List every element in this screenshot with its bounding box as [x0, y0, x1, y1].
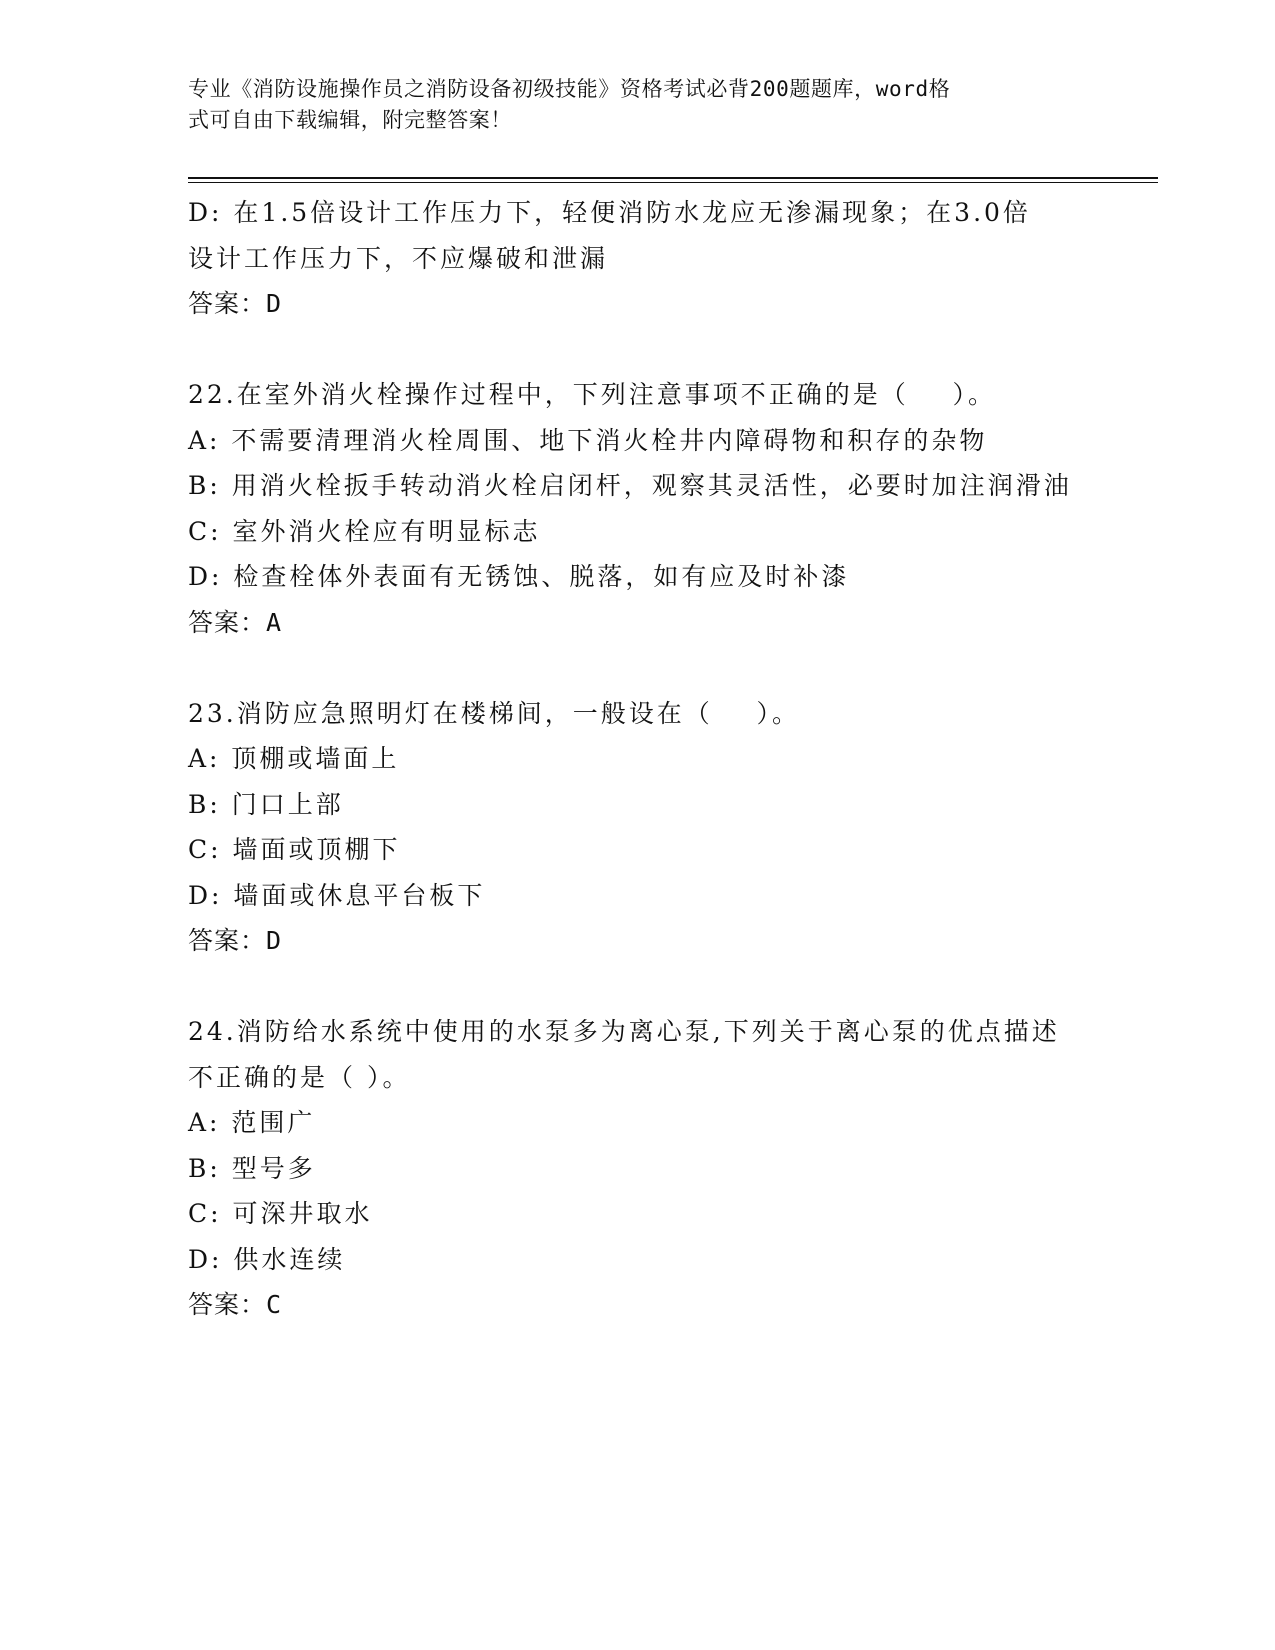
continued-question-21: [188, 190, 1088, 327]
question-22: [188, 372, 1088, 645]
header-rule-thin: [188, 182, 1158, 183]
option-b: B: 型号多: [188, 1153, 316, 1183]
option-c: C: 墙面或顶棚下: [188, 835, 401, 864]
option-b: B: 用消火栓扳手转动消火栓启闭杆，观察其灵活性，必要时加注润滑油: [188, 471, 1072, 500]
question-stem: 22.在室外消火栓操作过程中，下列注意事项不正确的是（ ）。: [188, 380, 997, 409]
answer-label: 答案：: [188, 1290, 267, 1319]
option-a: A: 顶棚或墙面上: [188, 744, 400, 773]
question-stem: 23.消防应急照明灯在楼梯间，一般设在（ ）。: [188, 698, 801, 728]
question-gap: [188, 645, 1088, 691]
answer-value: A: [266, 607, 283, 637]
answer-value: D: [266, 926, 283, 955]
question-gap: [188, 327, 1088, 373]
option-a: A: 不需要清理消火栓周围、地下消火栓井内障碍物和积存的杂物: [188, 425, 988, 455]
header-line-1: 专业《消防设施操作员之消防设备初级技能》资格考试必背200题题库，word格: [188, 77, 951, 101]
question-23: [188, 691, 1088, 964]
answer-line: [188, 1282, 1088, 1328]
option-d: D: 检查栓体外表面有无锈蚀、脱落，如有应及时补漆: [188, 562, 850, 591]
option-c: C: 室外消火栓应有明显标志: [188, 516, 541, 546]
option-b: B: 门口上部: [188, 789, 344, 819]
answer-value: C: [266, 1290, 283, 1319]
answer-label: 答案：: [188, 289, 267, 318]
answer-line: [188, 918, 1088, 964]
header-line-2: 式可自由下载编辑，附完整答案！: [188, 108, 512, 132]
option-c: C: 可深井取水: [188, 1199, 373, 1228]
question-gap: [188, 964, 1088, 1010]
answer-label: 答案：: [188, 926, 267, 955]
option-a: A: 范围广: [188, 1108, 316, 1137]
option-d-line-2: 设计工作压力下，不应爆破和泄漏: [188, 243, 609, 273]
answer-line: [188, 281, 1088, 327]
document-header: [188, 74, 1088, 136]
header-rule-thick: [188, 177, 1158, 179]
question-stem: 24.消防给水系统中使用的水泵多为离心泵,下列关于离心泵的优点描述不正确的是（ ）。: [188, 1017, 1060, 1092]
answer-label: 答案：: [188, 607, 267, 637]
question-content: [188, 190, 1088, 1328]
option-d-line-1: D: 在1.5倍设计工作压力下，轻便消防水龙应无渗漏现象；在3.0倍: [188, 198, 1031, 227]
answer-line: [188, 600, 1088, 646]
question-24: [188, 1009, 1088, 1328]
answer-value: D: [266, 289, 283, 318]
option-d: D: 墙面或休息平台板下: [188, 880, 486, 910]
option-d: D: 供水连续: [188, 1244, 346, 1274]
